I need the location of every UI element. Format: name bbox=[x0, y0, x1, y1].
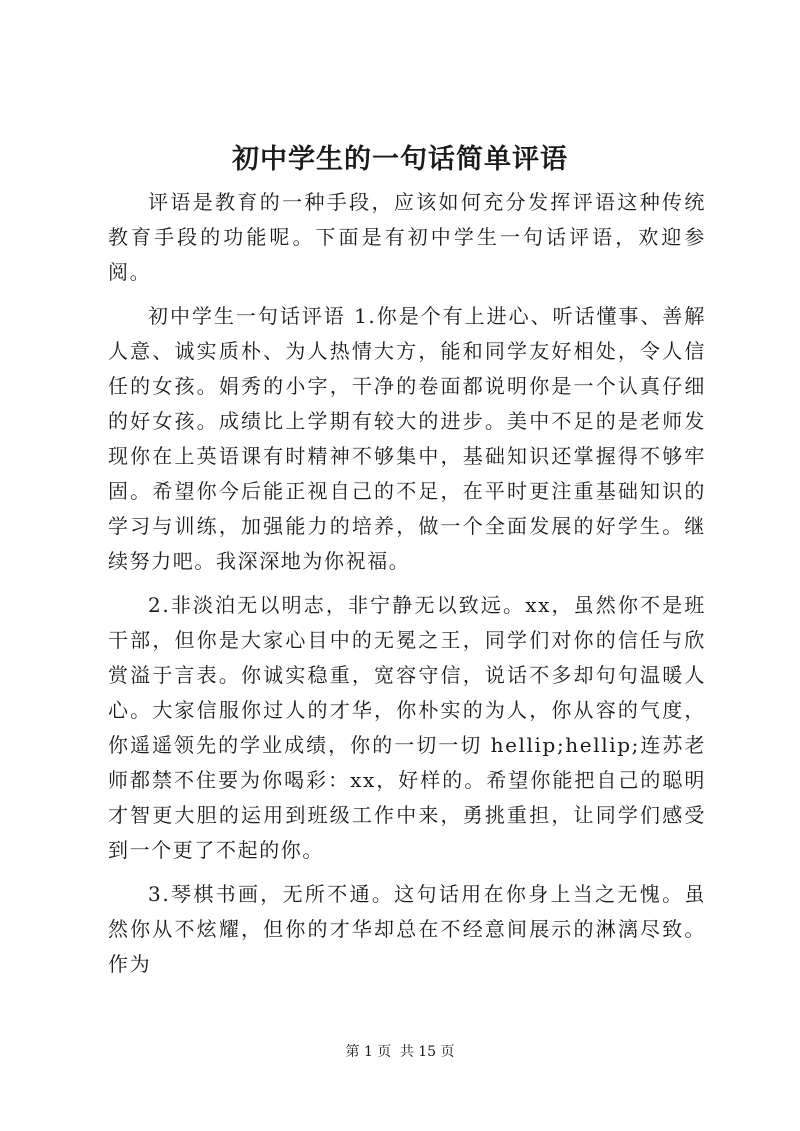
page-number: 第 1 页 bbox=[345, 1044, 392, 1060]
paragraph-comment-3: 3.琴棋书画，无所不通。这句话用在你身上当之无愧。虽然你从不炫耀，但你的才华却总在不经意间展示的淋漓尽致。作为 bbox=[108, 882, 706, 976]
paragraph-comment-1: 初中学生一句话评语 1.你是个有上进心、听话懂事、善解人意、诚实质朴、为人热情大方，能和同学友好相处，令人信任的女孩。娟秀的小字，干净的卷面都说明你是一个认真仔细的好女孩。成绩比上学期有较大的进步。美中不足的是老师发现你在上英语课有时精神不够集中，基础知识还掌握得不够牢固。希望你今后能正视自己的不足，在平时更注重基础知识的学习与训练，加强能力的培养，做一个全面发展的好学生。继续努力吧。我深深地为你祝福。 bbox=[108, 304, 706, 573]
page-footer bbox=[0, 1042, 800, 1062]
paragraph-intro: 评语是教育的一种手段，应该如何充分发挥评语这种传统教育手段的功能呢。下面是有初中学生一句话评语，欢迎参阅。 bbox=[108, 190, 706, 284]
page-total: 共 15 页 bbox=[399, 1044, 455, 1060]
document-body bbox=[108, 185, 706, 991]
paragraph-comment-2: 2.非淡泊无以明志，非宁静无以致远。xx，虽然你不是班干部，但你是大家心目中的无冕之王，同学们对你的信任与欣赏溢于言表。你诚实稳重，宽容守信，说话不多却句句温暖人心。大家信服你过人的才华，你朴实的为人，你从容的气度，你遥遥领先的学业成绩，你的一切一切 hellip;hellip;连苏老师都禁不住要为你喝彩：xx，好样的。希望你能把自己的聪明才智更大胆的运用到班级工作中来，勇挑重担，让同学们感受到一个更了不起的你。 bbox=[108, 593, 706, 862]
document-title: 初中学生的一句话简单评语 bbox=[232, 144, 568, 175]
